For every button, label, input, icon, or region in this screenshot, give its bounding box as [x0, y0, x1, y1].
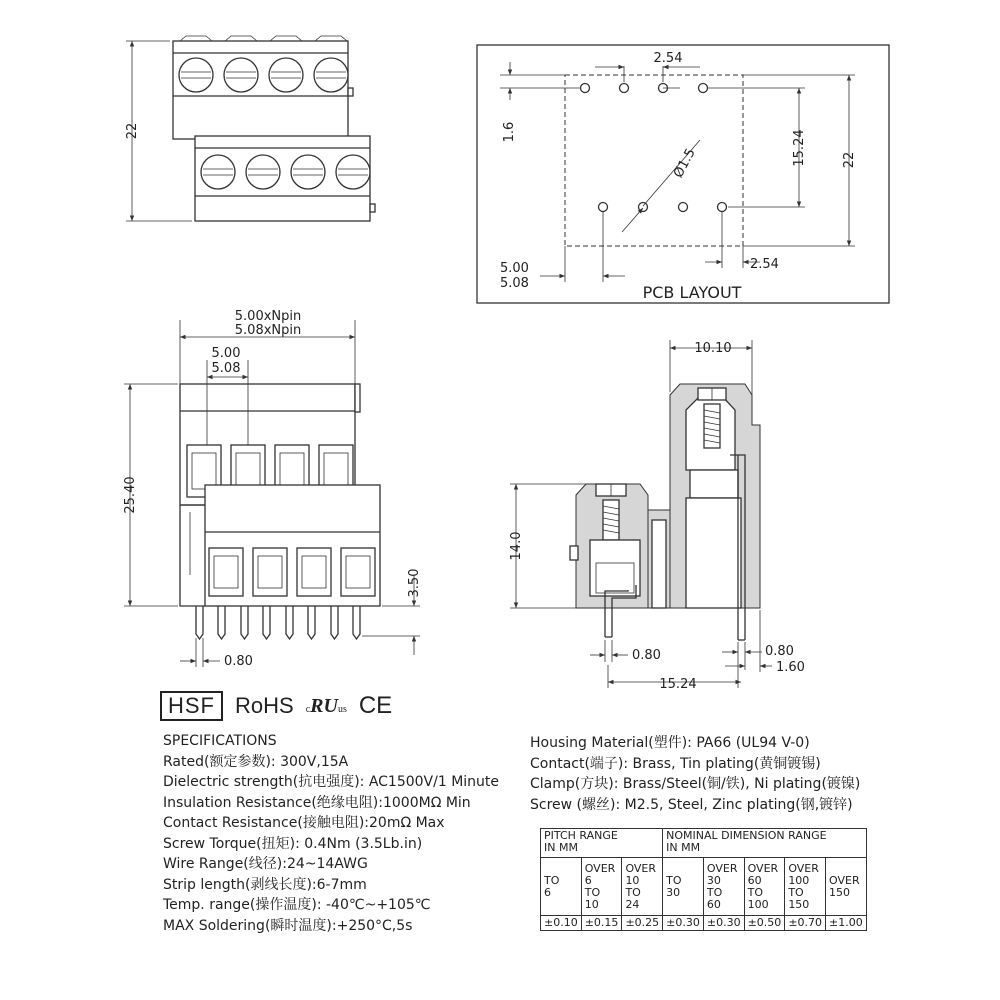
top-view-height-label: 22 [125, 122, 140, 140]
range-cell: OVER 100 TO 150 [785, 858, 826, 916]
nominal-range-header [663, 829, 867, 858]
header-line: IN MM [666, 841, 701, 854]
header-line: NOMINAL DIMENSION RANGE [666, 829, 827, 842]
screw-head-icon [246, 155, 280, 189]
top-view [125, 36, 375, 221]
spec-line: Strip length(剥线长度):6-7mm [163, 876, 367, 893]
screw-head-icon [201, 155, 235, 189]
side-top-width: 10.10 [694, 341, 732, 356]
pcb-pitch-top: 2.54 [653, 51, 683, 66]
screw-head-icon [179, 58, 213, 92]
specifications-title: SPECIFICATIONS [163, 733, 277, 749]
pcb-hole [639, 203, 648, 212]
range-cell: TO 6 [541, 858, 582, 916]
pcb-hole [581, 84, 590, 93]
pcb-hole [679, 203, 688, 212]
pcb-hole [599, 203, 608, 212]
range-cell: OVER 30 TO 60 [703, 858, 744, 916]
pin [263, 606, 270, 639]
front-pitch-b: 5.08 [211, 361, 241, 376]
front-width-a: 5.00xNpin [234, 309, 302, 324]
pcb-hole [620, 84, 629, 93]
pin [196, 606, 203, 639]
front-pin-length: 3.50 [407, 568, 422, 598]
wire-entry [341, 548, 375, 596]
range-cell: OVER 60 TO 100 [744, 858, 785, 916]
wire-entry [253, 548, 287, 596]
pcb-row-spacing: 15.24 [792, 129, 807, 167]
ul-main-mark: RU [310, 694, 338, 717]
spec-line: Wire Range(线径):24~14AWG [163, 856, 368, 872]
pcb-pitch-b: 5.08 [500, 276, 529, 291]
pcb-pitch-bottom: 2.54 [750, 257, 779, 272]
side-view [509, 340, 805, 692]
pcb-hole [699, 84, 708, 93]
front-view [123, 309, 422, 669]
pcb-layout [477, 45, 889, 303]
side-height: 14.0 [509, 531, 524, 561]
screw-head-icon [291, 155, 325, 189]
screw-head-icon [269, 58, 303, 92]
spec-line: Rated(额定参数): 300V,15A [163, 753, 349, 770]
tolerance-table [540, 828, 867, 931]
spec-line: Temp. range(操作温度): -40℃~+105℃ [163, 897, 431, 913]
tolerance-value: ±0.30 [703, 916, 744, 931]
header-line: PITCH RANGE [544, 829, 618, 842]
screw-head-icon [314, 58, 348, 92]
spec-line: MAX Soldering(瞬时温度):+250°C,5s [163, 917, 413, 934]
side-pin-b: 0.80 [765, 644, 794, 659]
header-line: IN MM [544, 841, 578, 854]
pcb-height-label: 22 [842, 151, 857, 169]
side-pin-a: 0.80 [632, 648, 661, 663]
front-width-b: 5.08xNpin [234, 323, 302, 338]
tolerance-value: ±0.15 [581, 916, 622, 931]
front-height: 25.40 [123, 476, 138, 514]
pin [331, 606, 338, 639]
certification-logos [160, 690, 392, 722]
tolerance-value: ±1.00 [826, 916, 867, 931]
pcb-layout-title: PCB LAYOUT [642, 283, 742, 302]
spec-line: Screw Torque(扭矩): 0.4Nm (3.5Lb.in) [163, 835, 423, 852]
tolerance-value: ±0.70 [785, 916, 826, 931]
screw-head-icon [336, 155, 370, 189]
pitch-range-header [541, 829, 663, 858]
pcb-hole-label: Ø1.5 [671, 146, 699, 181]
spec-line: Insulation Resistance(绝缘电阻):1000MΩ Min [163, 794, 471, 811]
tolerance-value: ±0.10 [541, 916, 582, 931]
pin [241, 606, 248, 639]
rohs-logo: RoHS [235, 693, 294, 718]
side-pin-c: 1.60 [776, 660, 805, 675]
wire-entry [297, 548, 331, 596]
tolerance-value: ±0.50 [744, 916, 785, 931]
side-row-span: 15.24 [659, 677, 697, 692]
pin [218, 606, 225, 639]
front-pin-width: 0.80 [224, 654, 253, 669]
materials [530, 733, 860, 815]
pcb-pitch-a: 5.00 [500, 261, 529, 276]
ul-logo [306, 695, 347, 718]
screw-head-icon [224, 58, 258, 92]
spec-line: Contact Resistance(接触电阻):20mΩ Max [163, 815, 445, 831]
range-cell: OVER 6 TO 10 [581, 858, 622, 916]
range-cell: OVER 10 TO 24 [622, 858, 663, 916]
pcb-hole [718, 203, 727, 212]
pcb-offset-label: 1.6 [502, 121, 517, 143]
ul-us-mark: us [337, 703, 347, 715]
tolerance-value: ±0.25 [622, 916, 663, 931]
specifications [163, 731, 499, 936]
pin [353, 606, 360, 639]
hsf-logo: HSF [160, 691, 223, 721]
material-line: Contact(端子): Brass, Tin plating(黄铜镀锡) [530, 755, 821, 772]
range-cell: OVER 150 [826, 858, 867, 916]
wire-entry [209, 548, 243, 596]
material-line: Clamp(方块): Brass/Steel(铜/铁), Ni plating(镀镍) [530, 776, 861, 792]
ce-logo: CE [358, 692, 393, 719]
material-line: Screw (螺丝): M2.5, Steel, Zinc plating(钢,镀锌) [530, 796, 853, 813]
spec-line: Dielectric strength(抗电强度): AC1500V/1 Minute [163, 774, 500, 790]
ul-c-mark: c [305, 703, 311, 715]
range-cell: TO 30 [663, 858, 704, 916]
tolerance-value: ±0.30 [663, 916, 704, 931]
material-line: Housing Material(塑件): PA66 (UL94 V-0) [530, 735, 810, 751]
pin [286, 606, 293, 639]
front-pitch-a: 5.00 [211, 346, 241, 361]
pin [308, 606, 315, 639]
